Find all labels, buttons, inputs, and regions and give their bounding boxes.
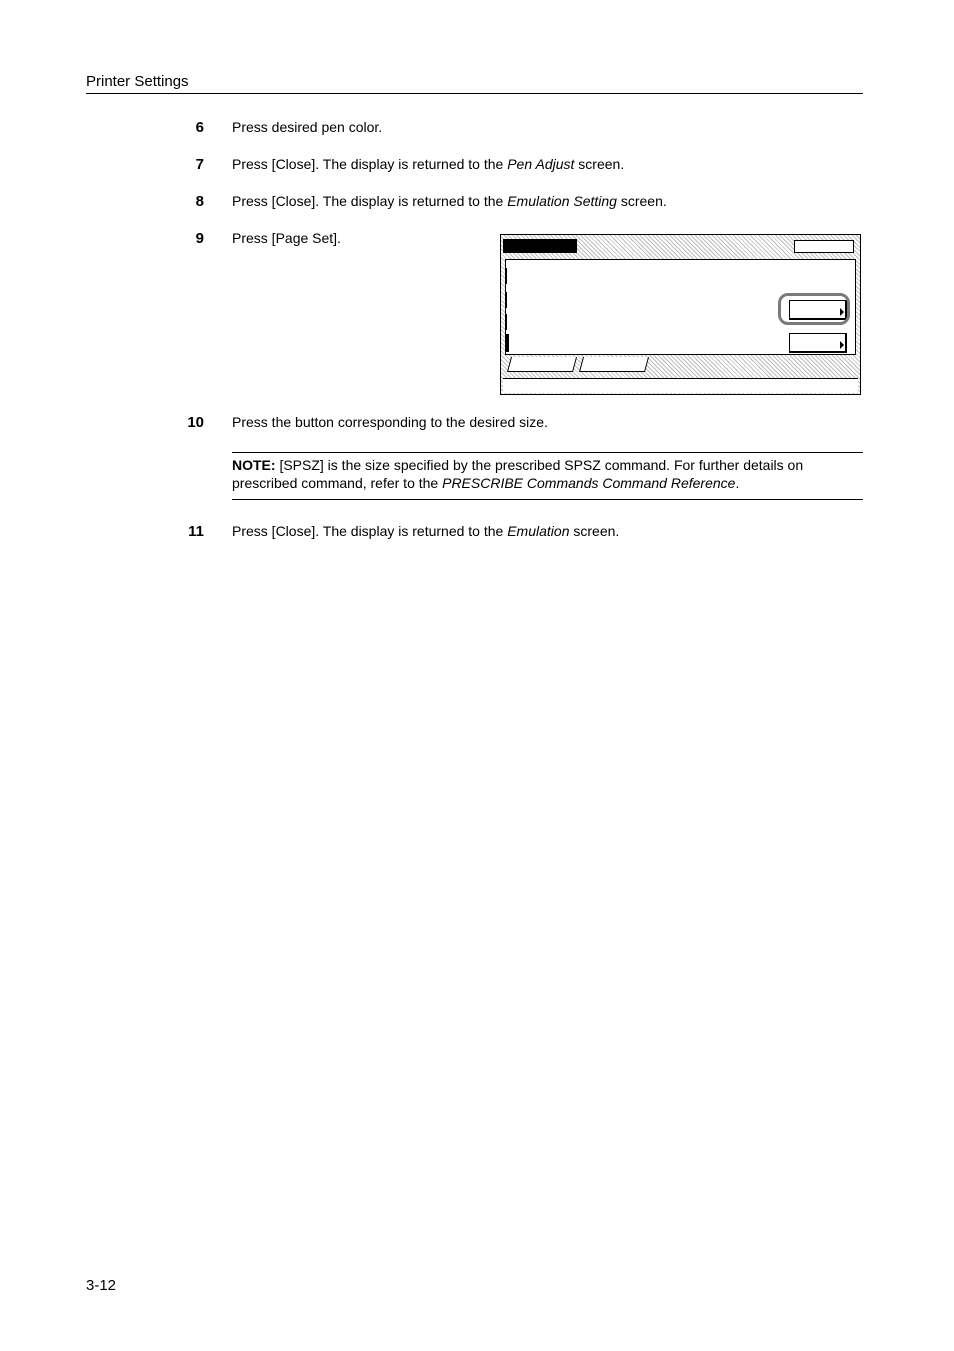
screen-title-bar [503, 239, 577, 253]
step-text-pre: Press [Close]. The display is returned to the [232, 156, 508, 172]
page-header [86, 73, 863, 94]
step-number: 7 [195, 156, 204, 173]
step-text-emphasis: Pen Adjust [507, 156, 575, 172]
arrow-right-icon [840, 341, 844, 349]
side-marker [506, 292, 507, 308]
note-text-pre: [SPSZ] is the size specified by the prescribed SPSZ command. For further details on prescribed command, refer to the [232, 457, 804, 491]
step-number: 11 [188, 523, 204, 540]
note-text-post: . [735, 475, 740, 491]
step-number: 9 [195, 230, 204, 247]
step-text-post: screen. [574, 156, 625, 172]
highlight-ring [778, 293, 850, 325]
panel-screen-illustration [500, 234, 861, 395]
screen-button-2 [789, 333, 847, 353]
step-text [232, 156, 624, 172]
screen-top-button [794, 240, 854, 253]
step-text: Press the button corresponding to the desired size. [232, 414, 548, 430]
note-box [232, 452, 863, 500]
screen-tab-2 [579, 357, 649, 372]
step-text: Press desired pen color. [232, 119, 383, 135]
screen-bottom-strip [503, 378, 858, 393]
step-text-post: screen. [616, 193, 667, 209]
note-reference: PRESCRIBE Commands Command Reference [442, 475, 736, 491]
page-number: 3-12 [86, 1277, 117, 1294]
step-text-emphasis: Emulation [507, 523, 570, 539]
step-text-pre: Press [Close]. The display is returned to the [232, 523, 508, 539]
step-text-emphasis: Emulation Setting [507, 193, 617, 209]
header-title: Printer Settings [86, 73, 189, 90]
step-text-post: screen. [569, 523, 620, 539]
side-marker [506, 268, 507, 284]
side-marker-active [506, 334, 509, 352]
step-text-pre: Press [Close]. The display is returned to the [232, 193, 508, 209]
step-text [232, 523, 619, 539]
step-number: 10 [187, 414, 204, 431]
screen-tab-1 [507, 357, 577, 372]
step-number: 8 [195, 193, 204, 210]
side-marker [506, 314, 507, 330]
step-number: 6 [195, 119, 204, 136]
note-label: NOTE: [232, 457, 276, 473]
step-text: Press [Page Set]. [232, 230, 341, 246]
step-text [232, 193, 667, 209]
